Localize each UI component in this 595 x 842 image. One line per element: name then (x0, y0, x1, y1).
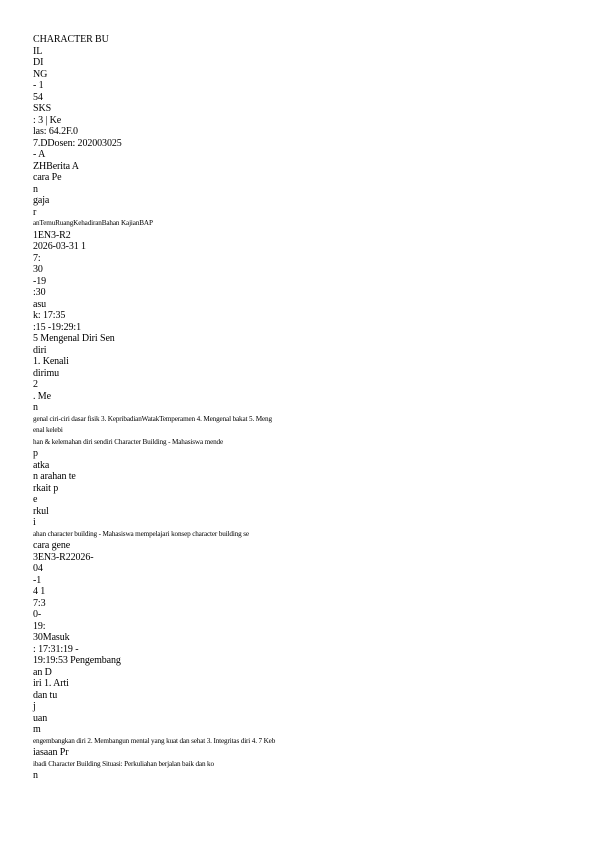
text-line: CHARACTER BU (33, 34, 109, 45)
text-line: iri 1. Arti (33, 678, 69, 689)
text-line: r (33, 206, 37, 218)
document-text-block (33, 34, 573, 782)
text-line: n (33, 402, 38, 413)
text-line: n arahan te (33, 471, 76, 482)
text-line: ibadi Character Building Situasi: Perkuliahan berjalan baik dan ko (33, 759, 214, 768)
text-line: 19: (33, 620, 46, 632)
text-line: . Me (33, 390, 51, 402)
text-line: m (33, 724, 41, 735)
text-line: 54 (33, 91, 43, 103)
text-line: cara Pe (33, 172, 62, 183)
text-line: 7:3 (33, 597, 46, 609)
text-line: 3EN3-R22026- (33, 551, 94, 563)
text-line: han & kelemahan diri sendiri Character Building - Mahasiswa mende (33, 437, 224, 446)
text-line: gaja (33, 195, 50, 206)
text-line: 7: (33, 252, 41, 264)
text-line: i (33, 517, 36, 528)
text-line: n (33, 770, 38, 781)
text-line: anTemuRuangKehadiranBahan KajianBAP (33, 219, 153, 227)
text-line: las: 64.2F.0 (33, 126, 78, 137)
text-line: 2 (33, 379, 38, 390)
text-line: 2026-03-31 1 (33, 241, 86, 252)
text-line: 7.DDosen: 202003025 (33, 137, 122, 149)
text-line: SKS (33, 103, 52, 114)
text-line: dirimu (33, 367, 60, 379)
text-line: :15 -19:29:1 (33, 321, 81, 333)
text-line: 19:19:53 Pengembang (33, 655, 121, 666)
text-line: n (33, 183, 38, 195)
text-line: NG (33, 68, 48, 80)
text-line: DI (33, 57, 44, 68)
text-line: cara gene (33, 540, 71, 551)
text-line: : 17:31:19 - (33, 643, 79, 655)
text-line: -19 (33, 275, 47, 287)
text-line: ZHBerita A (33, 160, 79, 172)
text-line: p (33, 448, 38, 459)
text-line: IL (33, 45, 43, 57)
text-line: an D (33, 666, 52, 678)
text-line: diri (33, 344, 47, 356)
text-line: genal ciri-ciri dasar fisik 3. KepribadianWatakTemperamen 4. Mengenal bakat 5. Meng (33, 414, 272, 423)
text-line: j (33, 701, 36, 712)
text-line: -1 (33, 574, 42, 586)
text-line: - A (33, 149, 46, 160)
text-line: uan (33, 712, 48, 724)
text-line: 0- (33, 609, 42, 620)
text-line: 04 (33, 563, 43, 574)
text-line: 1EN3-R2 (33, 229, 71, 241)
text-line: : 3 | Ke (33, 114, 62, 126)
text-line: iasaan Pr (33, 747, 69, 758)
text-line: engembangkan diri 2. Membangun mental yang kuat dan sehat 3. Integritas diri 4. 7 Keb (33, 736, 276, 745)
text-line: 4 1 (33, 586, 46, 597)
text-line: 30 (33, 264, 43, 275)
text-line: 1. Kenali (33, 356, 69, 367)
text-line: atka (33, 459, 50, 471)
text-line: dan tu (33, 689, 58, 701)
text-line: ahan character building - Mahasiswa mempelajari konsep character building se (33, 529, 249, 538)
text-line: 30Masuk (33, 632, 70, 643)
text-line: asu (33, 298, 47, 310)
text-line: :30 (33, 287, 46, 298)
text-line: enal kelebi (33, 426, 63, 434)
text-line: rkul (33, 505, 49, 517)
text-line: 5 Mengenal Diri Sen (33, 333, 115, 344)
text-line: rkait p (33, 482, 59, 494)
text-line: e (33, 494, 38, 505)
text-line: k: 17:35 (33, 310, 66, 321)
text-line: - 1 (33, 80, 44, 91)
